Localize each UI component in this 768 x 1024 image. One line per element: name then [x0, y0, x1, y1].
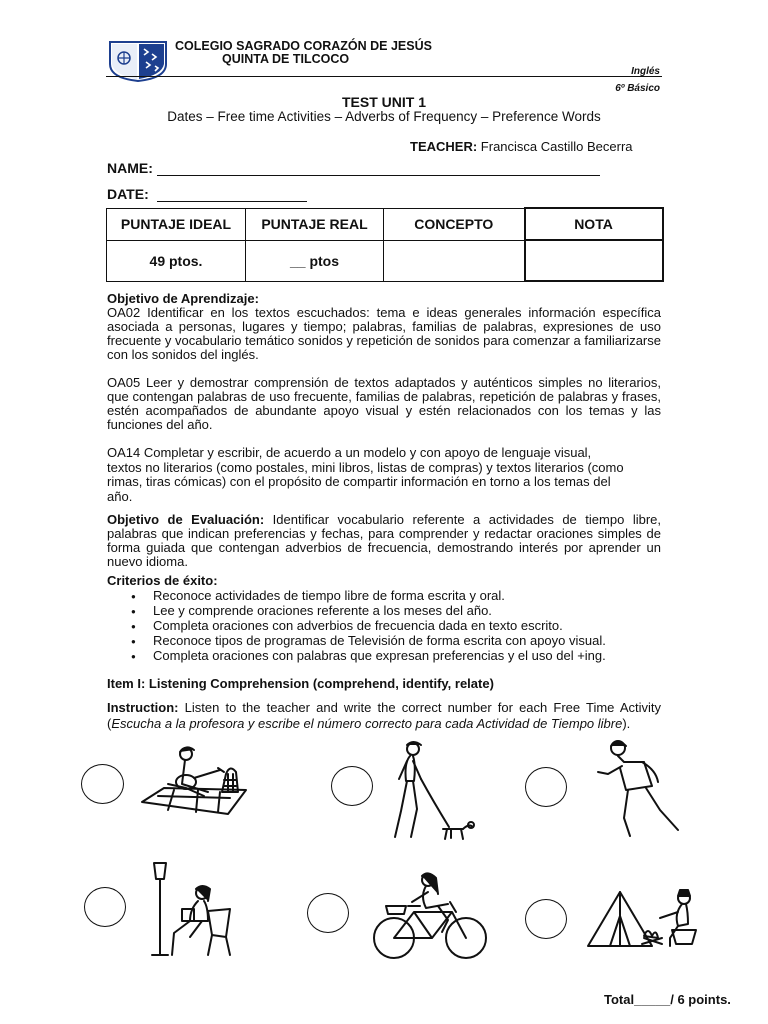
- criteria-item: ● Lee y comprende oraciones referente a los meses del año.: [107, 603, 667, 618]
- reading-park-icon: [146, 859, 236, 958]
- camping-icon: [586, 886, 704, 950]
- instruction-es-text: Escucha a la profesora y escribe el número correcto para cada Actividad de Tiempo libre: [111, 716, 623, 731]
- answer-circle-5[interactable]: [307, 893, 349, 933]
- criteria-block: [107, 574, 667, 663]
- answer-circle-6[interactable]: [525, 899, 567, 939]
- criteria-item: ● Completa oraciones con adverbios de frecuencia dada en texto escrito.: [107, 618, 667, 633]
- teacher-label: TEACHER:: [410, 139, 478, 154]
- objective-oa02: OA02 Identificar en los textos escuchados: tema e ideas generales información específica asociada a personas, lugares y tiempo; palabras, familias de palabras, expresiones de uso frecuente y vocabulario temático sonidos y repetición de sonidos para comenzar a familiarizarse con los sonidos del inglés.: [107, 305, 661, 362]
- instruction-text: Listen to the teacher and write the correct number for each Free Time Activity: [184, 700, 661, 715]
- school-place: QUINTA DE TILCOCO: [222, 52, 350, 66]
- value-puntaje-ideal: 49 ptos.: [107, 240, 246, 281]
- criteria-item: ● Reconoce tipos de programas de Televisión de forma escrita con apoyo visual.: [107, 633, 667, 648]
- answer-circle-2[interactable]: [331, 766, 373, 806]
- header-puntaje-real: PUNTAJE REAL: [246, 208, 384, 240]
- name-field[interactable]: [107, 160, 600, 176]
- objective-oa14: [107, 446, 667, 504]
- date-blank[interactable]: [157, 187, 307, 202]
- objectives-block: [107, 292, 661, 362]
- instruction-es-close: ).: [622, 716, 631, 731]
- item1-title: Item I: Listening Comprehension (comprehend, identify, relate): [107, 676, 494, 691]
- instruction-label: Instruction:: [107, 700, 179, 715]
- date-label: DATE:: [107, 186, 149, 202]
- teacher-line: [410, 139, 633, 154]
- oa14-line: textos no literarios (como postales, mini libros, listas de compras) y textos literarios (como: [107, 459, 624, 475]
- oa14-line: año.: [107, 488, 133, 504]
- guitar-picnic-icon: [138, 744, 250, 818]
- total-score: Total_____/ 6 points.: [604, 992, 731, 1007]
- walking-dog-icon: [385, 739, 480, 842]
- objective-oa05: OA05 Leer y demostrar comprensión de textos adaptados y auténticos simples no literarios, que contengan palabras de uso frecuente, familias de palabras, repetición de palabras y frases, estén acompañados de abundante apoyo visual y estén relacionados con los temas y las funciones del año.: [107, 375, 661, 432]
- test-title: TEST UNIT 1: [341, 94, 426, 110]
- evaluation-heading: Objetivo de Evaluación:: [107, 512, 265, 527]
- instruction-es-open: (: [107, 716, 112, 731]
- value-nota[interactable]: [525, 240, 663, 281]
- header-nota: NOTA: [525, 208, 663, 240]
- answer-circle-4[interactable]: [84, 887, 126, 927]
- evaluation-text: Identificar vocabulario referente a actividades de tiempo libre, palabras que indican preferencias y fechas, para comprender y redactar oraciones simples de forma guiada que contengan adverbios de frecuencia, demostrando interés por aprender un nuevo idioma.: [107, 512, 661, 569]
- school-name: COLEGIO SAGRADO CORAZÓN DE JESÚS: [175, 39, 432, 53]
- criteria-heading: Criterios de éxito:: [107, 573, 218, 588]
- objectives-heading: Objetivo de Aprendizaje:: [107, 291, 259, 306]
- criteria-list: [107, 588, 667, 663]
- criteria-item: ● Completa oraciones con palabras que expresan preferencias y el uso del +ing.: [107, 648, 667, 663]
- value-concepto[interactable]: [384, 240, 525, 281]
- running-icon: [596, 738, 682, 842]
- oa14-line: OA14 Completar y escribir, de acuerdo a un modelo y con apoyo de lenguaje visual,: [107, 445, 592, 460]
- grade-label: 6º Básico: [615, 83, 660, 94]
- subject-label: Inglés: [631, 66, 660, 77]
- teacher-name: Francisca Castillo Becerra: [480, 139, 633, 154]
- criteria-item: ● Reconoce actividades de tiempo libre de forma escrita y oral.: [107, 588, 667, 603]
- evaluation-objective: [107, 513, 661, 569]
- oa14-line: rimas, tiras cómicas) con el propósito de compartir información en torno a los temas del: [107, 474, 611, 489]
- header-concepto: CONCEPTO: [384, 208, 525, 240]
- name-blank[interactable]: [157, 161, 600, 176]
- date-field[interactable]: [107, 186, 307, 202]
- item1-instruction: [107, 700, 661, 732]
- answer-circle-3[interactable]: [525, 767, 567, 807]
- answer-circle-1[interactable]: [81, 764, 124, 804]
- bicycle-icon: [372, 872, 488, 960]
- name-label: NAME:: [107, 160, 153, 176]
- header-puntaje-ideal: PUNTAJE IDEAL: [107, 208, 246, 240]
- score-table: [106, 207, 664, 282]
- value-puntaje-real[interactable]: __ ptos: [246, 240, 384, 281]
- test-subtitle: Dates – Free time Activities – Adverbs of Frequency – Preference Words: [167, 109, 601, 124]
